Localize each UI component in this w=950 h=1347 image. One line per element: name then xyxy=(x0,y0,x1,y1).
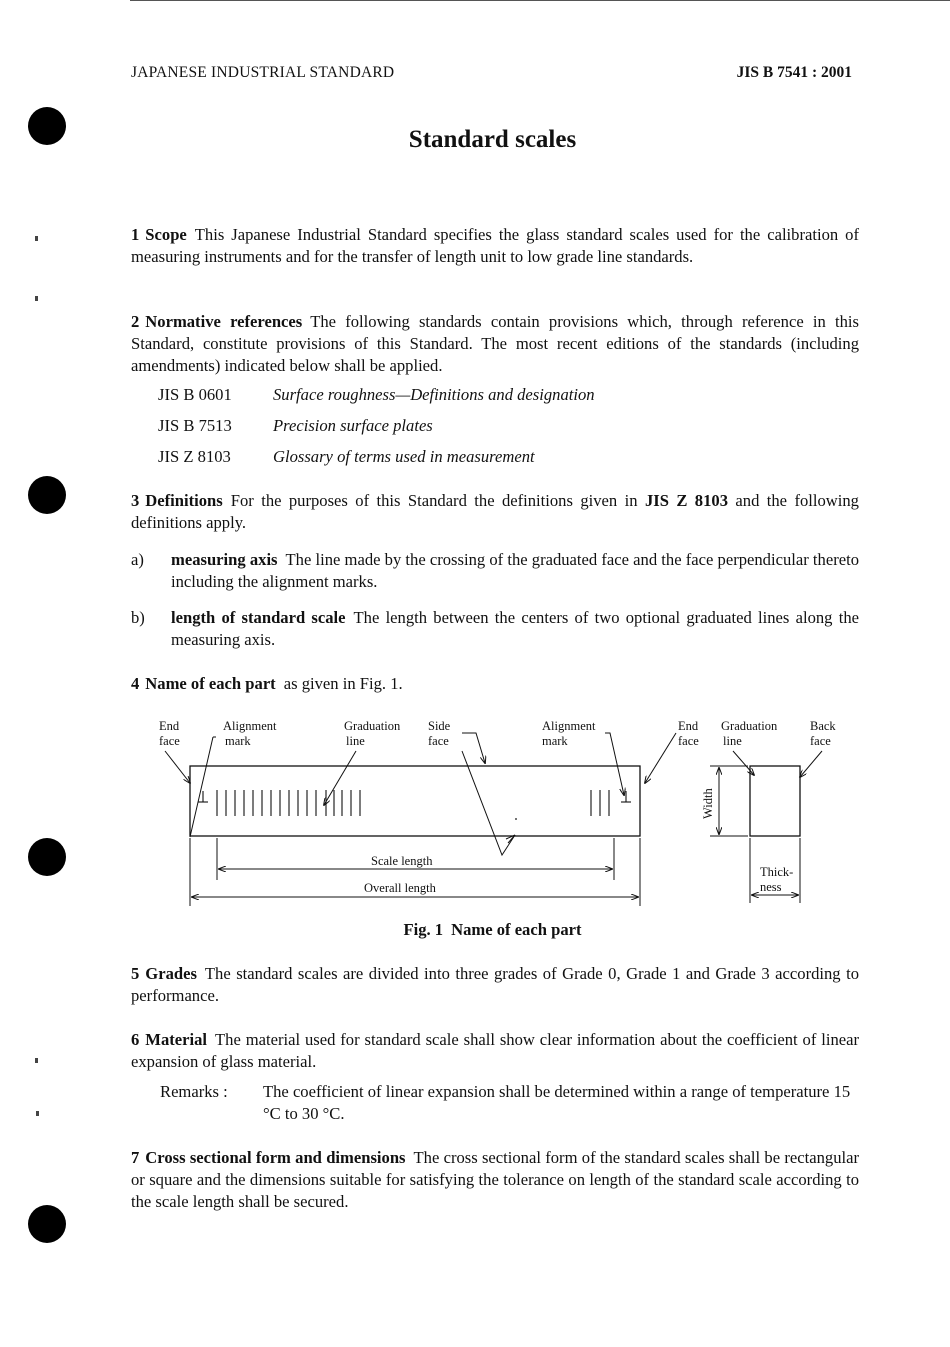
label-alignment-mark-right: mark xyxy=(542,734,568,748)
label-graduation-line: Graduation xyxy=(344,719,401,733)
section-text: as given in Fig. 1. xyxy=(283,674,403,693)
section-text: and the following definitions apply. xyxy=(131,491,859,532)
figure-caption-number: Fig. 1 xyxy=(403,920,444,939)
label-end-face: face xyxy=(159,734,180,748)
section-heading: Normative references xyxy=(145,312,303,331)
section-number: 2 xyxy=(131,312,140,331)
scan-speck xyxy=(35,236,38,241)
reference-code: JIS Z 8103 xyxy=(158,447,231,466)
section-text: The standard scales are divided into three grades of Grade 0, Grade 1 and Grade 3 according to performance. xyxy=(131,964,859,1005)
label-end-face: End xyxy=(159,719,180,733)
section-text: This Japanese Industrial Standard specifies the glass standard scales used for the calibration of measuring instruments and for the transfer of length unit to low grade line standards. xyxy=(131,225,859,266)
section-heading: Definitions xyxy=(145,491,223,510)
section-cross-sectional-form xyxy=(131,1147,859,1213)
label-end-face-right: face xyxy=(678,734,699,748)
definition-term: length of standard scale xyxy=(171,608,346,627)
section-number: 6 xyxy=(131,1030,140,1049)
section-number: 5 xyxy=(131,964,140,983)
remarks-text: The coefficient of linear expansion shall be determined within a range of temperature 15 °C to 30 °C. xyxy=(263,1082,851,1123)
definition-label: b) xyxy=(131,608,145,627)
punch-hole xyxy=(28,476,66,514)
figure-caption-title: Name of each part xyxy=(451,920,582,939)
label-alignment-mark: Alignment xyxy=(223,719,277,733)
label-width: Width xyxy=(701,788,715,819)
reference-code: JIS B 0601 xyxy=(158,385,232,404)
section-grades xyxy=(131,963,859,1007)
remarks xyxy=(160,1081,860,1125)
figure-caption xyxy=(0,920,950,940)
section-normative-references xyxy=(131,311,859,377)
label-scale-length: Scale length xyxy=(371,854,433,868)
scan-speck xyxy=(36,1111,39,1116)
scan-speck xyxy=(35,1058,38,1063)
section-text: The material used for standard scale shall show clear information about the coefficient of linear expansion of glass material. xyxy=(131,1030,859,1071)
section-number: 7 xyxy=(131,1148,140,1167)
label-alignment-mark-right: Alignment xyxy=(542,719,596,733)
header-standard-name: JAPANESE INDUSTRIAL STANDARD xyxy=(131,64,395,81)
scale-front-view xyxy=(190,766,640,836)
page-title: Standard scales xyxy=(408,126,577,153)
reference-title: Precision surface plates xyxy=(273,416,433,435)
definition-text: The length between the centers of two optional graduated lines along the measuring axis. xyxy=(171,608,859,649)
section-heading: Grades xyxy=(145,964,197,983)
reference-item xyxy=(158,447,535,467)
reference-code: JIS B 7513 xyxy=(158,416,232,435)
section-number: 1 xyxy=(131,225,140,244)
label-back-face: Back xyxy=(810,719,836,733)
label-side-face: Side xyxy=(428,719,451,733)
inline-reference: JIS Z 8103 xyxy=(644,491,728,510)
section-scope xyxy=(131,224,859,268)
section-text: The following standards contain provisions which, through reference in this Standard, constitute provisions of this Standard. The most recent editions of the standards (including amendments) indicated below shall be applied. xyxy=(131,312,859,375)
reference-title: Surface roughness—Definitions and designation xyxy=(273,385,595,404)
label-back-face: face xyxy=(810,734,831,748)
scale-cross-section xyxy=(750,766,800,836)
section-text: The cross sectional form of the standard scales shall be rectangular or square and the dimensions suitable for satisfying the tolerance on length of the standard scale according to the scale length shall be secured. xyxy=(131,1148,859,1211)
reference-item xyxy=(158,416,433,436)
figure-1-diagram xyxy=(150,715,870,915)
section-definitions xyxy=(131,490,859,534)
label-end-face-right: End xyxy=(678,719,699,733)
section-number: 3 xyxy=(131,491,140,510)
definition-term: measuring axis xyxy=(171,550,278,569)
header-standard-number: JIS B 7541 : 2001 xyxy=(736,64,852,81)
label-alignment-mark: mark xyxy=(225,734,251,748)
remarks-label: Remarks : xyxy=(160,1082,228,1101)
label-side-face: face xyxy=(428,734,449,748)
scan-speck xyxy=(35,296,38,301)
punch-hole xyxy=(28,838,66,876)
reference-title: Glossary of terms used in measurement xyxy=(273,447,535,466)
section-text: For the purposes of this Standard the definitions given in xyxy=(230,491,638,510)
label-overall-length: Overall length xyxy=(364,881,436,895)
section-heading: Material xyxy=(145,1030,208,1049)
label-thickness: Thick- xyxy=(760,865,794,879)
definition-item xyxy=(131,549,859,593)
section-heading: Name of each part xyxy=(145,674,276,693)
definition-item xyxy=(131,607,859,651)
section-heading: Cross sectional form and dimensions xyxy=(145,1148,406,1167)
reference-item xyxy=(158,385,595,405)
section-material xyxy=(131,1029,859,1073)
definition-text: The line made by the crossing of the graduated face and the face perpendicular thereto including the alignment marks. xyxy=(171,550,859,591)
top-rule xyxy=(130,0,950,1)
section-names xyxy=(131,673,859,695)
section-number: 4 xyxy=(131,674,140,693)
label-graduation-line-right: Graduation xyxy=(721,719,778,733)
definition-label: a) xyxy=(131,550,144,569)
label-graduation-line: line xyxy=(346,734,365,748)
section-heading: Scope xyxy=(145,225,187,244)
label-thickness: ness xyxy=(760,880,782,894)
label-graduation-line-right: line xyxy=(723,734,742,748)
punch-hole xyxy=(28,1205,66,1243)
